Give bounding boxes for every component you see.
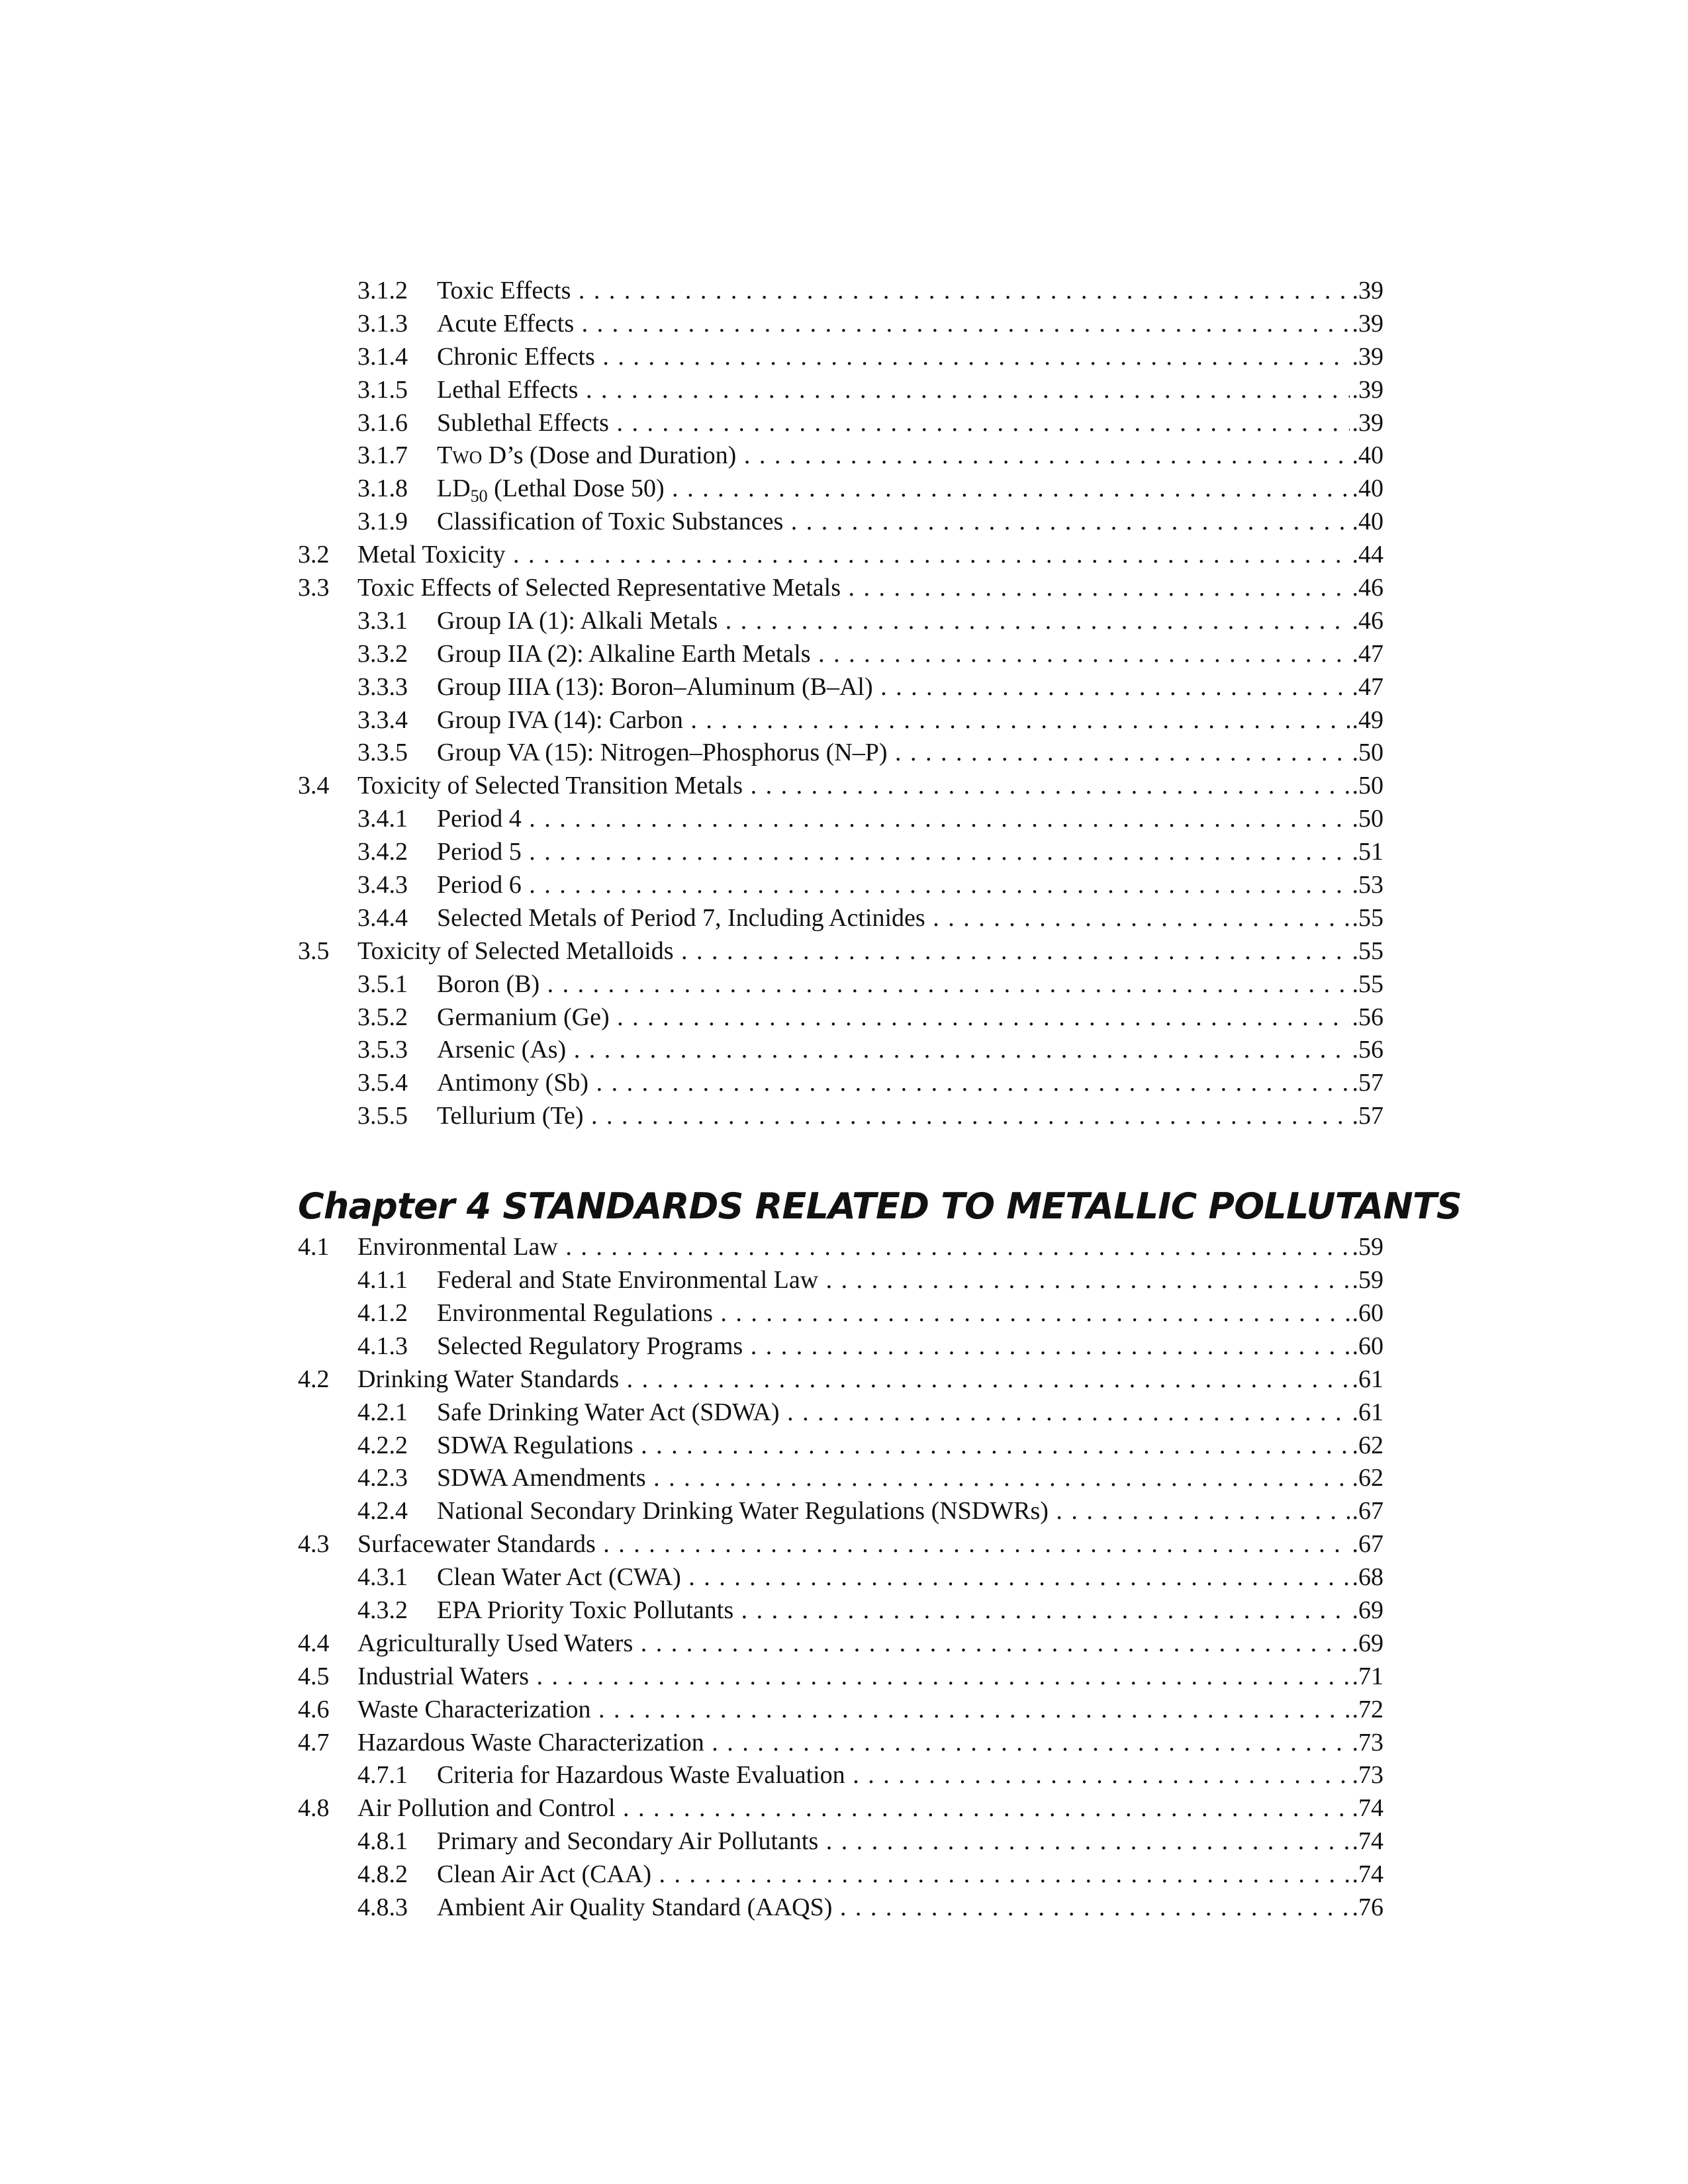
toc-entry-page: .53	[1350, 869, 1384, 902]
toc-entry	[298, 1495, 1383, 1528]
toc-entry-title-text: Antimony (Sb)	[437, 1069, 589, 1097]
toc-entry	[298, 1825, 1383, 1858]
toc-entry-title	[437, 1001, 1383, 1034]
toc-entry	[298, 605, 1383, 638]
toc-entry-title-text: Toxicity of Selected Metalloids	[357, 936, 674, 965]
toc-entry-title-text: SDWA Amendments	[437, 1464, 646, 1492]
toc-entry-title	[437, 1561, 1383, 1594]
toc-entry	[298, 1363, 1383, 1396]
toc-entry-title	[437, 275, 1383, 308]
toc-entry	[298, 1627, 1383, 1661]
toc-entry-title	[437, 1264, 1383, 1297]
toc-entry-title	[437, 407, 1383, 440]
toc-entry-title	[357, 1727, 1383, 1760]
toc-entry-page: .56	[1350, 1034, 1384, 1067]
toc-entry-title-text: SDWA Regulations	[437, 1431, 633, 1459]
toc-entry-number: 4.2.3	[357, 1462, 408, 1495]
toc-entry-page: .40	[1350, 473, 1384, 506]
toc-entry-title-text: Surfacewater Standards	[357, 1530, 596, 1559]
toc-entry-number: 3.4	[298, 770, 330, 803]
toc-entry-title	[437, 902, 1383, 935]
toc-entry-page: .39	[1350, 407, 1384, 440]
toc-entry-title	[357, 1792, 1383, 1825]
toc-entry-title-text: Federal and State Environmental Law	[437, 1266, 819, 1295]
toc-entry-page: .60	[1350, 1297, 1384, 1330]
toc-entry	[298, 1528, 1383, 1561]
toc-section-3	[298, 275, 1383, 1133]
toc-entry-page: .67	[1350, 1528, 1384, 1561]
toc-entry-title-text: Environmental Regulations	[437, 1298, 713, 1327]
chapter-4-heading: Chapter 4 STANDARDS RELATED TO METALLIC POLLUTANTS	[298, 1185, 1462, 1228]
toc-entry-page: .39	[1350, 308, 1384, 341]
toc-entry-title-text: Group VA (15): Nitrogen–Phosphorus (N–P)	[437, 739, 888, 767]
toc-entry-page: .40	[1350, 506, 1384, 539]
toc-entry-title	[437, 439, 1383, 473]
toc-entry-title	[437, 1462, 1383, 1495]
toc-entry	[298, 1727, 1383, 1760]
toc-entry-number: 3.5.5	[357, 1100, 408, 1133]
toc-entry-page: .57	[1350, 1067, 1384, 1100]
toc-entry	[298, 1396, 1383, 1430]
toc-entry-title-text: Hazardous Waste Characterization	[357, 1728, 704, 1756]
toc-entry-page: .59	[1350, 1231, 1384, 1264]
toc-entry-title-text: Clean Water Act (CWA)	[437, 1563, 681, 1592]
toc-entry-title-text: Selected Regulatory Programs	[437, 1332, 743, 1360]
toc-entry-title-text: Waste Characterization	[357, 1695, 591, 1723]
toc-entry-number: 4.5	[298, 1661, 330, 1694]
toc-entry-number: 4.8	[298, 1792, 330, 1825]
toc-entry-number: 3.3.5	[357, 737, 408, 770]
toc-entry	[298, 275, 1383, 308]
toc-entry-title-text: Environmental Law	[357, 1233, 558, 1261]
toc-entry	[298, 638, 1383, 671]
toc-entry-number: 3.1.5	[357, 374, 408, 407]
toc-entry	[298, 1297, 1383, 1330]
toc-entry	[298, 308, 1383, 341]
toc-entry-page: .74	[1350, 1792, 1384, 1825]
toc-entry-number: 4.3	[298, 1528, 330, 1561]
toc-entry-page: .46	[1350, 572, 1384, 605]
toc-entry-title	[437, 1891, 1383, 1925]
toc-entry-page: .61	[1350, 1363, 1384, 1396]
toc-entry-number: 4.3.2	[357, 1594, 408, 1627]
toc-entry	[298, 1100, 1383, 1133]
toc-entry-number: 4.7.1	[357, 1759, 408, 1792]
toc-entry-title-text: Classification of Toxic Substances	[437, 508, 784, 536]
toc-entry-title	[437, 341, 1383, 374]
toc-entry-number: 3.1.4	[357, 341, 408, 374]
toc-entry	[298, 473, 1383, 506]
toc-entry-page: .55	[1350, 935, 1384, 968]
toc-entry-title-text: Acute Effects	[437, 309, 575, 338]
toc-entry-title	[437, 1594, 1383, 1627]
toc-entry-title	[437, 1430, 1383, 1463]
toc-entry-page: .57	[1350, 1100, 1384, 1133]
toc-entry-page: .76	[1350, 1891, 1384, 1925]
toc-entry	[298, 407, 1383, 440]
toc-entry-title	[357, 572, 1383, 605]
toc-entry-title	[357, 1627, 1383, 1661]
toc-entry	[298, 1330, 1383, 1363]
toc-entry-page: .55	[1350, 968, 1384, 1001]
toc-entry	[298, 803, 1383, 836]
toc-entry-title-text: Toxic Effects of Selected Representative Metals	[357, 574, 841, 602]
toc-entry-number: 4.8.1	[357, 1825, 408, 1858]
toc-entry	[298, 1891, 1383, 1925]
toc-entry-page: .40	[1350, 439, 1384, 473]
toc-entry-number: 4.1.1	[357, 1264, 408, 1297]
toc-entry	[298, 1594, 1383, 1627]
toc-entry-title	[437, 1297, 1383, 1330]
toc-entry-title-text: Chronic Effects	[437, 342, 595, 371]
toc-entry-page: .69	[1350, 1594, 1384, 1627]
toc-entry-number: 3.3.4	[357, 704, 408, 737]
toc-entry-number: 3.1.3	[357, 308, 408, 341]
toc-entry-number: 4.8.2	[357, 1858, 408, 1891]
toc-entry-title	[437, 1067, 1383, 1100]
toc-entry-title-text: Toxic Effects	[437, 277, 571, 304]
toc-entry-title	[437, 605, 1383, 638]
toc-entry-number: 4.2.4	[357, 1495, 408, 1528]
toc-entry	[298, 572, 1383, 605]
toc-entry	[298, 737, 1383, 770]
toc-entry-page: .74	[1350, 1858, 1384, 1891]
toc-entry	[298, 935, 1383, 968]
toc-entry-title	[437, 1825, 1383, 1858]
toc-entry-title-text: Selected Metals of Period 7, Including Actinides	[437, 903, 925, 932]
toc-entry-title	[437, 473, 1383, 506]
toc-entry-title	[357, 1231, 1383, 1264]
toc-entry-title-text: Lethal Effects	[437, 375, 579, 404]
toc-entry-number: 3.3.1	[357, 605, 408, 638]
toc-entry	[298, 902, 1383, 935]
toc-entry	[298, 341, 1383, 374]
toc-entry-title	[437, 803, 1383, 836]
toc-entry-page: .72	[1350, 1694, 1384, 1727]
toc-entry	[298, 1034, 1383, 1067]
toc-entry-title-text: Arsenic (As)	[437, 1036, 567, 1064]
toc-entry	[298, 506, 1383, 539]
toc-entry-page: .50	[1350, 770, 1384, 803]
toc-entry-page: .59	[1350, 1264, 1384, 1297]
toc-entry-number: 3.5	[298, 935, 330, 968]
toc-entry-page: .73	[1350, 1727, 1384, 1760]
toc-entry-title-text: Group IIA (2): Alkaline Earth Metals	[437, 639, 811, 668]
toc-entry-number: 3.5.1	[357, 968, 408, 1001]
toc-entry-title	[357, 935, 1383, 968]
toc-entry-page: .47	[1350, 671, 1384, 704]
toc-entry-title-text: Period 4	[437, 805, 522, 833]
toc-entry-title-text: Germanium (Ge)	[437, 1003, 610, 1031]
toc-entry	[298, 1001, 1383, 1034]
toc-entry-page: .44	[1350, 539, 1384, 572]
toc-entry-page: .69	[1350, 1627, 1384, 1661]
toc-entry-number: 3.1.2	[357, 275, 408, 308]
toc-entry-title-text: D’s (Dose and Duration)	[488, 441, 737, 470]
toc-entry-number: 3.1.7	[357, 439, 408, 473]
toc-entry-title	[357, 770, 1383, 803]
toc-entry-number: 3.5.2	[357, 1001, 408, 1034]
chapter-spacer	[298, 1133, 1383, 1182]
toc-entry-page: .50	[1350, 737, 1384, 770]
toc-entry-title	[437, 308, 1383, 341]
toc-entry-title	[437, 1396, 1383, 1430]
toc-entry-page: .39	[1350, 341, 1384, 374]
toc-entry-page: .62	[1350, 1462, 1384, 1495]
toc-entry	[298, 1759, 1383, 1792]
toc-entry	[298, 1462, 1383, 1495]
toc-entry-page: .60	[1350, 1330, 1384, 1363]
toc-entry-title	[437, 1495, 1383, 1528]
toc-entry-title-text: (Lethal Dose 50)	[494, 475, 665, 503]
toc-entry-number: 3.4.1	[357, 803, 408, 836]
toc-entry-title	[437, 1330, 1383, 1363]
toc-entry-page: .62	[1350, 1430, 1384, 1463]
toc-entry-title-text: Period 6	[437, 871, 522, 899]
toc-entry-title-text: Toxicity of Selected Transition Metals	[357, 772, 743, 800]
toc-entry-title-text: Period 5	[437, 838, 522, 866]
toc-entry-page: .46	[1350, 605, 1384, 638]
toc-entry-title	[437, 836, 1383, 869]
toc-entry-title	[437, 1100, 1383, 1133]
toc-entry-title	[437, 1858, 1383, 1891]
toc-entry	[298, 1067, 1383, 1100]
toc-entry-title	[357, 1528, 1383, 1561]
toc-entry-number: 3.1.9	[357, 506, 408, 539]
toc-entry-title-text: Boron (B)	[437, 970, 540, 998]
toc-entry-title-text: Criteria for Hazardous Waste Evaluation	[437, 1761, 845, 1790]
toc-entry-title-text: Group IVA (14): Carbon	[437, 705, 683, 734]
toc-entry-page: .49	[1350, 704, 1384, 737]
toc-entry	[298, 968, 1383, 1001]
toc-entry	[298, 869, 1383, 902]
toc-entry-number: 4.4	[298, 1627, 330, 1661]
toc-entry-title	[437, 1759, 1383, 1792]
toc-entry-number: 4.2	[298, 1363, 330, 1396]
toc-entry-title-text: Group IIIA (13): Boron–Aluminum (B–Al)	[437, 672, 873, 701]
toc-entry	[298, 1694, 1383, 1727]
toc-entry-title-text: Industrial Waters	[357, 1662, 530, 1690]
toc-entry-number: 4.7	[298, 1727, 330, 1760]
toc-entry-page: .74	[1350, 1825, 1384, 1858]
toc-entry-number: 3.5.4	[357, 1067, 408, 1100]
toc-entry-number: 3.3.3	[357, 671, 408, 704]
toc-entry-number: 4.2.2	[357, 1430, 408, 1463]
toc-entry-number: 3.1.6	[357, 407, 408, 440]
toc-entry-title	[357, 1661, 1383, 1694]
toc-entry	[298, 1792, 1383, 1825]
toc-entry-number: 3.1.8	[357, 473, 408, 506]
toc-entry-title-text: Sublethal Effects	[437, 408, 609, 437]
toc-entry-number: 4.6	[298, 1694, 330, 1727]
toc-entry-title	[437, 374, 1383, 407]
toc-section-4	[298, 1231, 1383, 1925]
toc-entry-title-text: EPA Priority Toxic Pollutants	[437, 1596, 734, 1624]
toc-entry-title-text: Drinking Water Standards	[357, 1365, 620, 1393]
toc-entry	[298, 704, 1383, 737]
toc-entry-title-text: Group IA (1): Alkali Metals	[437, 606, 718, 635]
toc-entry-page: .68	[1350, 1561, 1384, 1594]
toc-entry-title	[437, 506, 1383, 539]
toc-entry-number: 3.4.3	[357, 869, 408, 902]
toc-entry	[298, 1858, 1383, 1891]
toc-entry-page: .67	[1350, 1495, 1384, 1528]
toc-entry-number: 3.4.2	[357, 836, 408, 869]
toc-entry-number: 3.5.3	[357, 1034, 408, 1067]
toc-entry-page: .39	[1350, 374, 1384, 407]
toc-entry-number: 4.3.1	[357, 1561, 408, 1594]
toc-entry-page: .50	[1350, 803, 1384, 836]
toc-entry-page: .55	[1350, 902, 1384, 935]
toc-entry-number: 4.1	[298, 1231, 330, 1264]
toc-entry-page: .73	[1350, 1759, 1384, 1792]
toc-entry-title	[437, 1034, 1383, 1067]
toc-entry-number: 3.3	[298, 572, 330, 605]
toc-entry-title	[437, 671, 1383, 704]
toc-entry	[298, 439, 1383, 473]
toc-entry-number: 3.4.4	[357, 902, 408, 935]
toc-entry-title-text: Air Pollution and Control	[357, 1794, 616, 1823]
toc-entry-title	[357, 539, 1383, 572]
toc-entry-title	[357, 1694, 1383, 1727]
toc-entry-title-text: Metal Toxicity	[357, 541, 506, 569]
toc-entry-page: .71	[1350, 1661, 1384, 1694]
toc-entry	[298, 374, 1383, 407]
toc-entry-title	[357, 1363, 1383, 1396]
toc-entry-number: 4.2.1	[357, 1396, 408, 1430]
toc-entry	[298, 1264, 1383, 1297]
toc-entry	[298, 1430, 1383, 1463]
table-of-contents	[298, 275, 1462, 1925]
toc-entry-title	[437, 737, 1383, 770]
toc-entry-page: .56	[1350, 1001, 1384, 1034]
toc-entry-title-text: Tellurium (Te)	[437, 1102, 584, 1130]
toc-entry-title-text: Primary and Secondary Air Pollutants	[437, 1827, 819, 1856]
toc-entry-number: 4.8.3	[357, 1891, 408, 1925]
toc-entry-title	[437, 638, 1383, 671]
toc-entry-title-text: National Secondary Drinking Water Regulations (NSDWRs)	[437, 1497, 1049, 1525]
toc-entry-title	[437, 968, 1383, 1001]
toc-entry-title-text: Clean Air Act (CAA)	[437, 1860, 652, 1889]
toc-entry-title-prefix: Two	[437, 441, 483, 470]
toc-entry	[298, 539, 1383, 572]
toc-entry-title	[437, 869, 1383, 902]
toc-entry-number: 3.3.2	[357, 638, 408, 671]
toc-entry	[298, 1561, 1383, 1594]
toc-entry-title	[437, 704, 1383, 737]
toc-entry-number: 4.1.2	[357, 1297, 408, 1330]
toc-entry	[298, 836, 1383, 869]
toc-entry-page: .61	[1350, 1396, 1384, 1430]
toc-entry-title-text: Ambient Air Quality Standard (AAQS)	[437, 1893, 833, 1921]
toc-entry-page: .51	[1350, 836, 1384, 869]
toc-entry-page: .47	[1350, 638, 1384, 671]
toc-entry-title-text: Agriculturally Used Waters	[357, 1629, 633, 1657]
toc-entry-title-text: Safe Drinking Water Act (SDWA)	[437, 1398, 780, 1426]
toc-entry-number: 4.1.3	[357, 1330, 408, 1363]
toc-entry	[298, 671, 1383, 704]
toc-entry-title-subscript: 50	[470, 486, 488, 506]
toc-entry	[298, 770, 1383, 803]
toc-entry	[298, 1231, 1383, 1264]
toc-entry	[298, 1661, 1383, 1694]
toc-entry-title-prefix: LD	[437, 475, 471, 503]
toc-entry-number: 3.2	[298, 539, 330, 572]
toc-entry-page: .39	[1350, 275, 1384, 308]
